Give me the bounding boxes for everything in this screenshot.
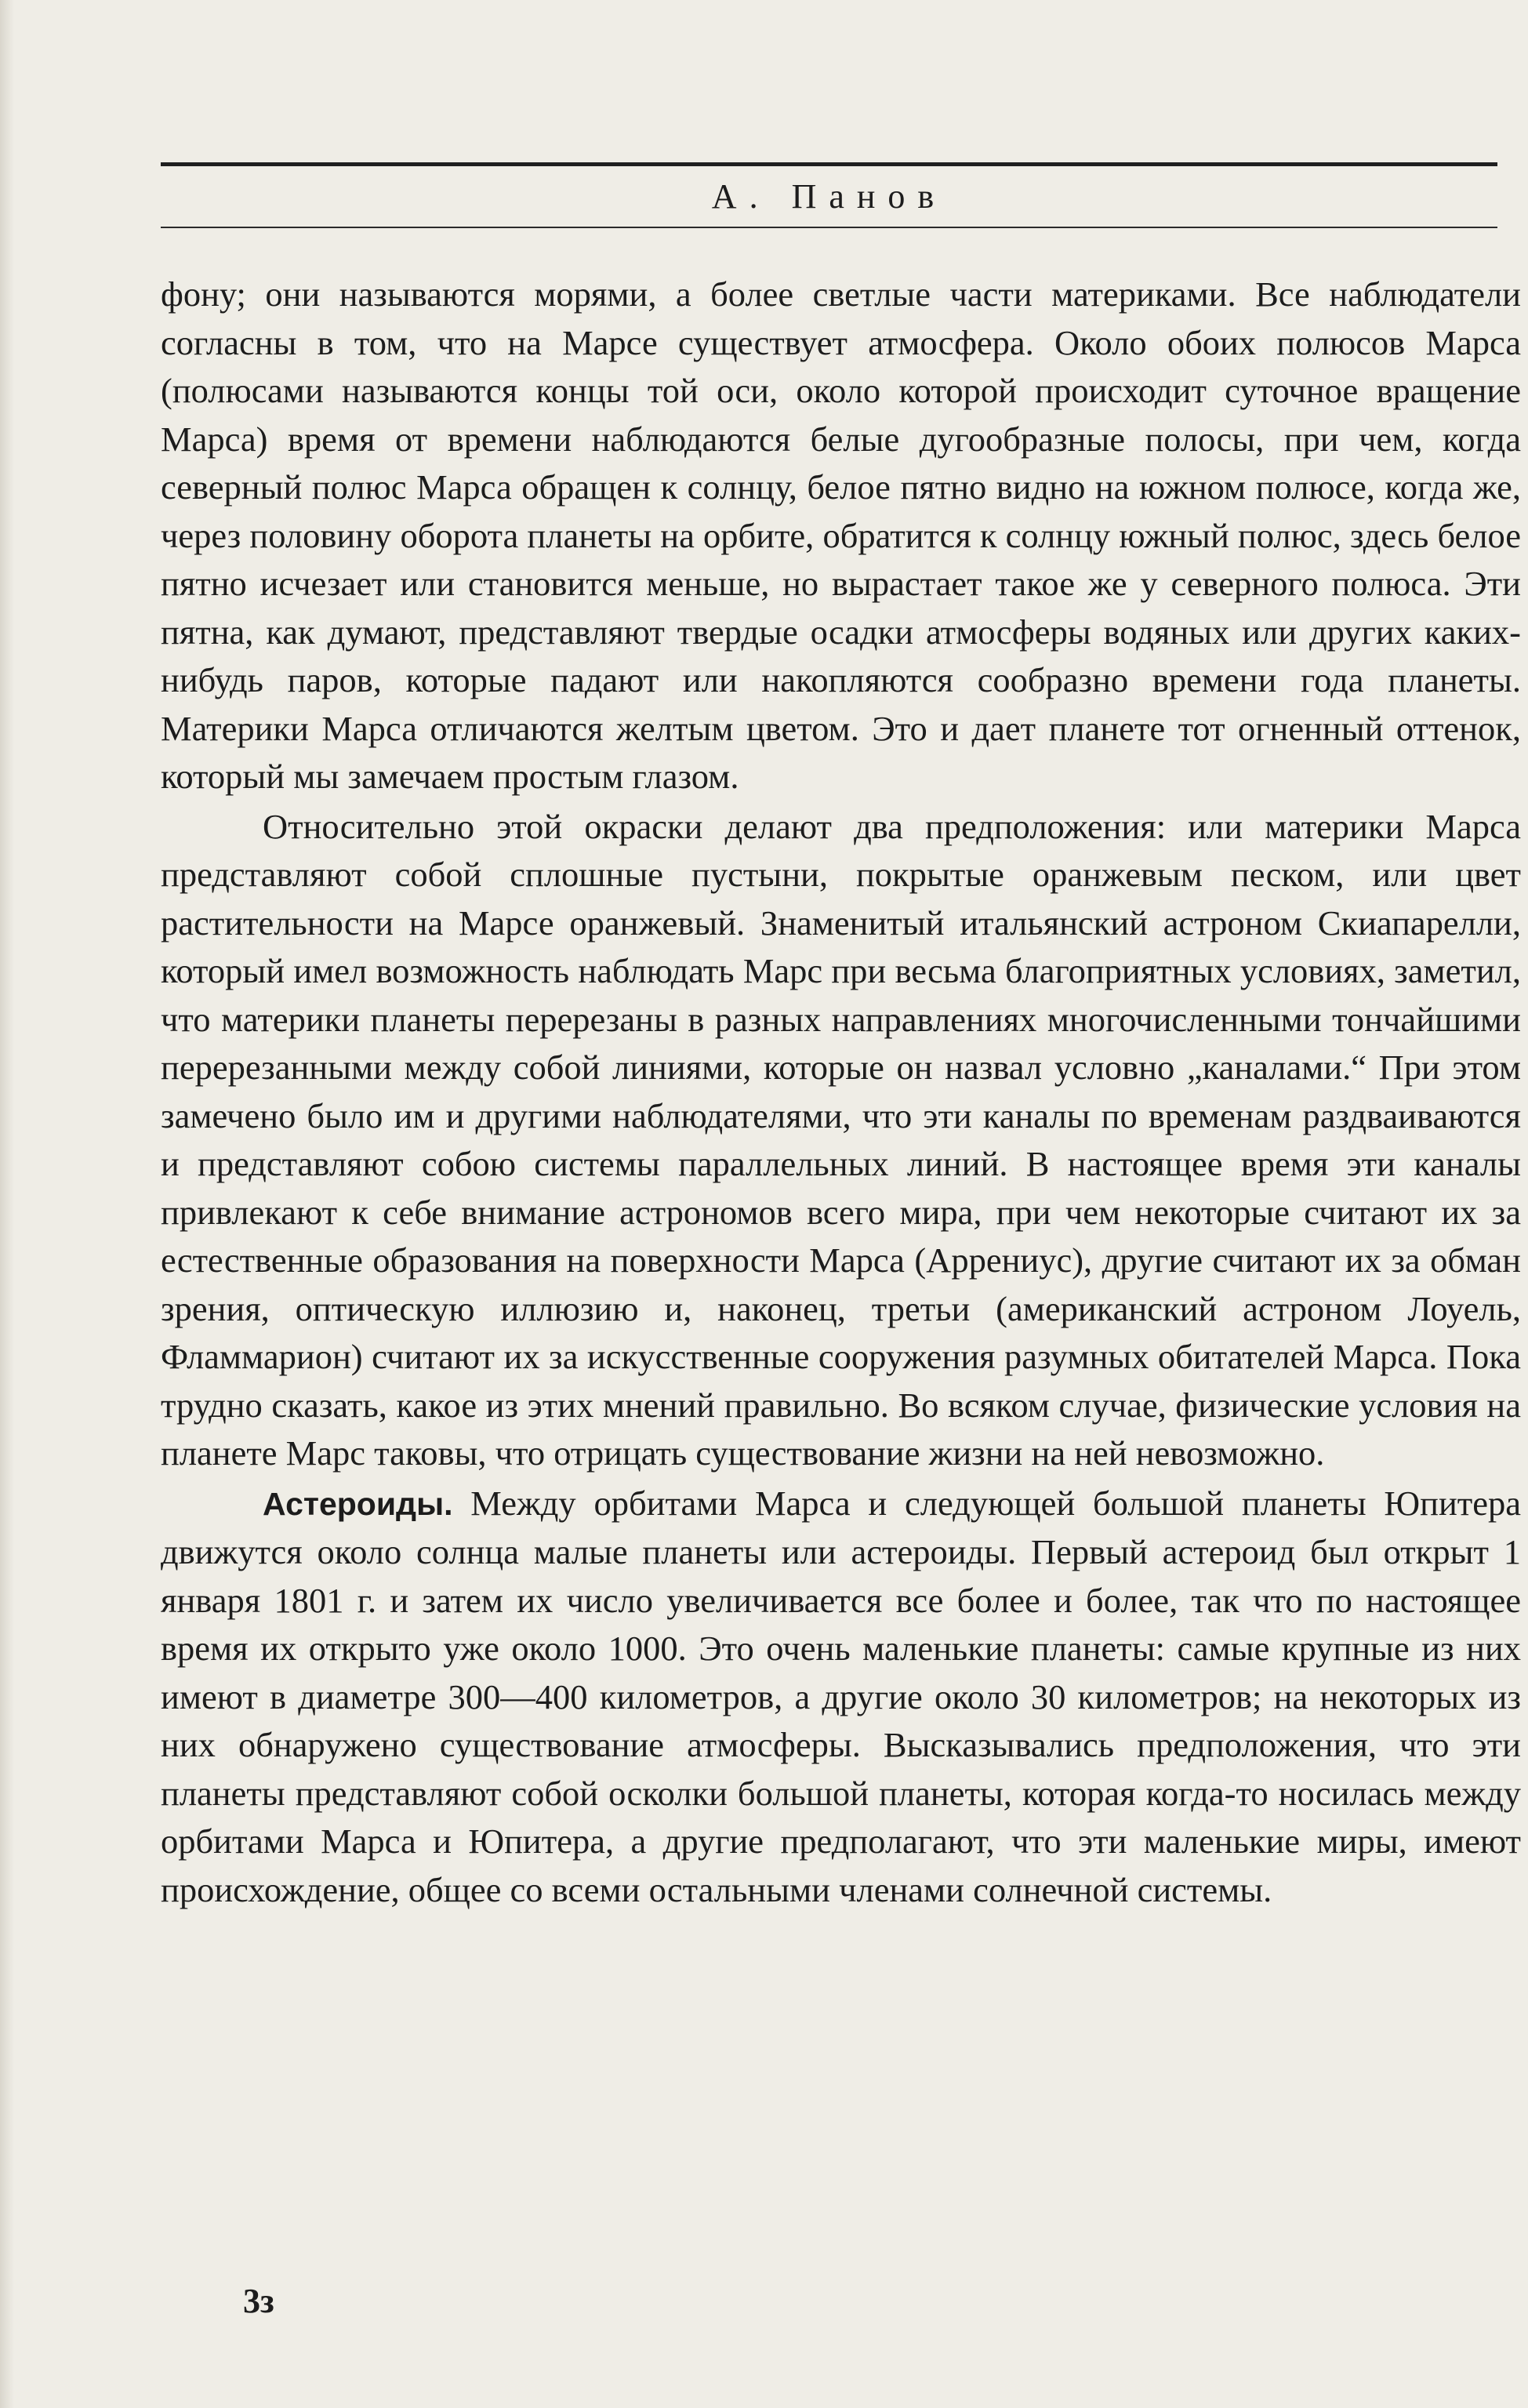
page-edge-shadow	[0, 0, 14, 2408]
paragraph-mars-coloring: Относительно этой окраски делают два предположения: или материки Марса представляют собой сплошные пустыни, покрытые оранжевым песком, или цвет растительности на Марсе оранжевый. Знаменитый итальянский астроном Скиапарелли, который имел возможность наблюдать Марс при весьма благоприятных условиях, заметил, что материки планеты перерезаны в разных направлениях многочисленными тончайшими перерезанными между собой линиями, которые он назвал условно „каналами.“ При этом замечено было им и другими наблюдателями, что эти каналы по временам раздваиваются и представляют собою системы параллельных линий. В настоящее время эти каналы привлекают к себе внимание астрономов всего мира, при чем некоторые считают их за естественные образования на поверхности Марса (Аррениус), другие считают их за обман зрения, оптическую иллюзию и, наконец, третьи (американский астроном Лоуель, Фламмарион) считают их за искусственные сооружения разумных обитателей Марса. Пока трудно сказать, какое из этих мнений правильно. Во всяком случае, физические условия на планете Марс таковы, что отрицать существование жизни на ней невозможно.	[161, 806, 1521, 1473]
header-rule-top	[161, 162, 1497, 166]
paragraph-mars-continuation: фону; они называются морями, а более светлые части материками. Все наблюдатели согласны в том, что на Марсе существует атмосфера. Около обоих полюсов Марса (полюсами называются концы той оси, около которой происходит суточное вращение Марса) время от времени наблюдаются белые дугообразные полосы, при чем, когда северный полюс Марса обращен к солнцу, белое пятно видно на южном полюсе, когда же, через половину оборота планеты на орбите, обратится к солнцу южный полюс, здесь белое пятно исчезает или становится меньше, но вырастает такое же у северного полюса. Эти пятна, как думают, представляют твердые осадки атмосферы водяных или других каких-нибудь паров, которые падают или накопляются сообразно времени года планеты. Материки Марса отличаются желтым цветом. Это и дает планете тот огненный оттенок, который мы замечаем простым глазом.	[161, 274, 1521, 796]
page-number: 3з	[243, 2282, 274, 2320]
page-header	[161, 153, 1497, 239]
paragraph-asteroids-text: Между орбитами Марса и следующей большой планеты Юпитера движутся около солнца малые планеты или астероиды. Первый астероид был открыт 1 января 1801 г. и затем их число увеличивается все более и более, так что по настоящее время их открыто уже около 1000. Это очень маленькие планеты: самые крупные из них имеют в диаметре 300—400 километров, а другие около 30 километров; на некоторых из них обнаружено существование атмосферы. Высказывались предположения, что эти планеты представляют собой осколки большой планеты, которая когда-то носилась между орбитами Марса и Юпитера, а другие предполагают, что эти маленькие миры, имеют происхождение, общее со всеми остальными членами солнечной системы.	[161, 1483, 1521, 1909]
running-head-author: А. Панов	[711, 177, 947, 216]
header-rule-bottom	[161, 227, 1497, 228]
section-heading-asteroids: Астероиды.	[263, 1485, 453, 1522]
paragraph-asteroids	[161, 1480, 1521, 1915]
page-body-text	[161, 271, 1521, 1914]
